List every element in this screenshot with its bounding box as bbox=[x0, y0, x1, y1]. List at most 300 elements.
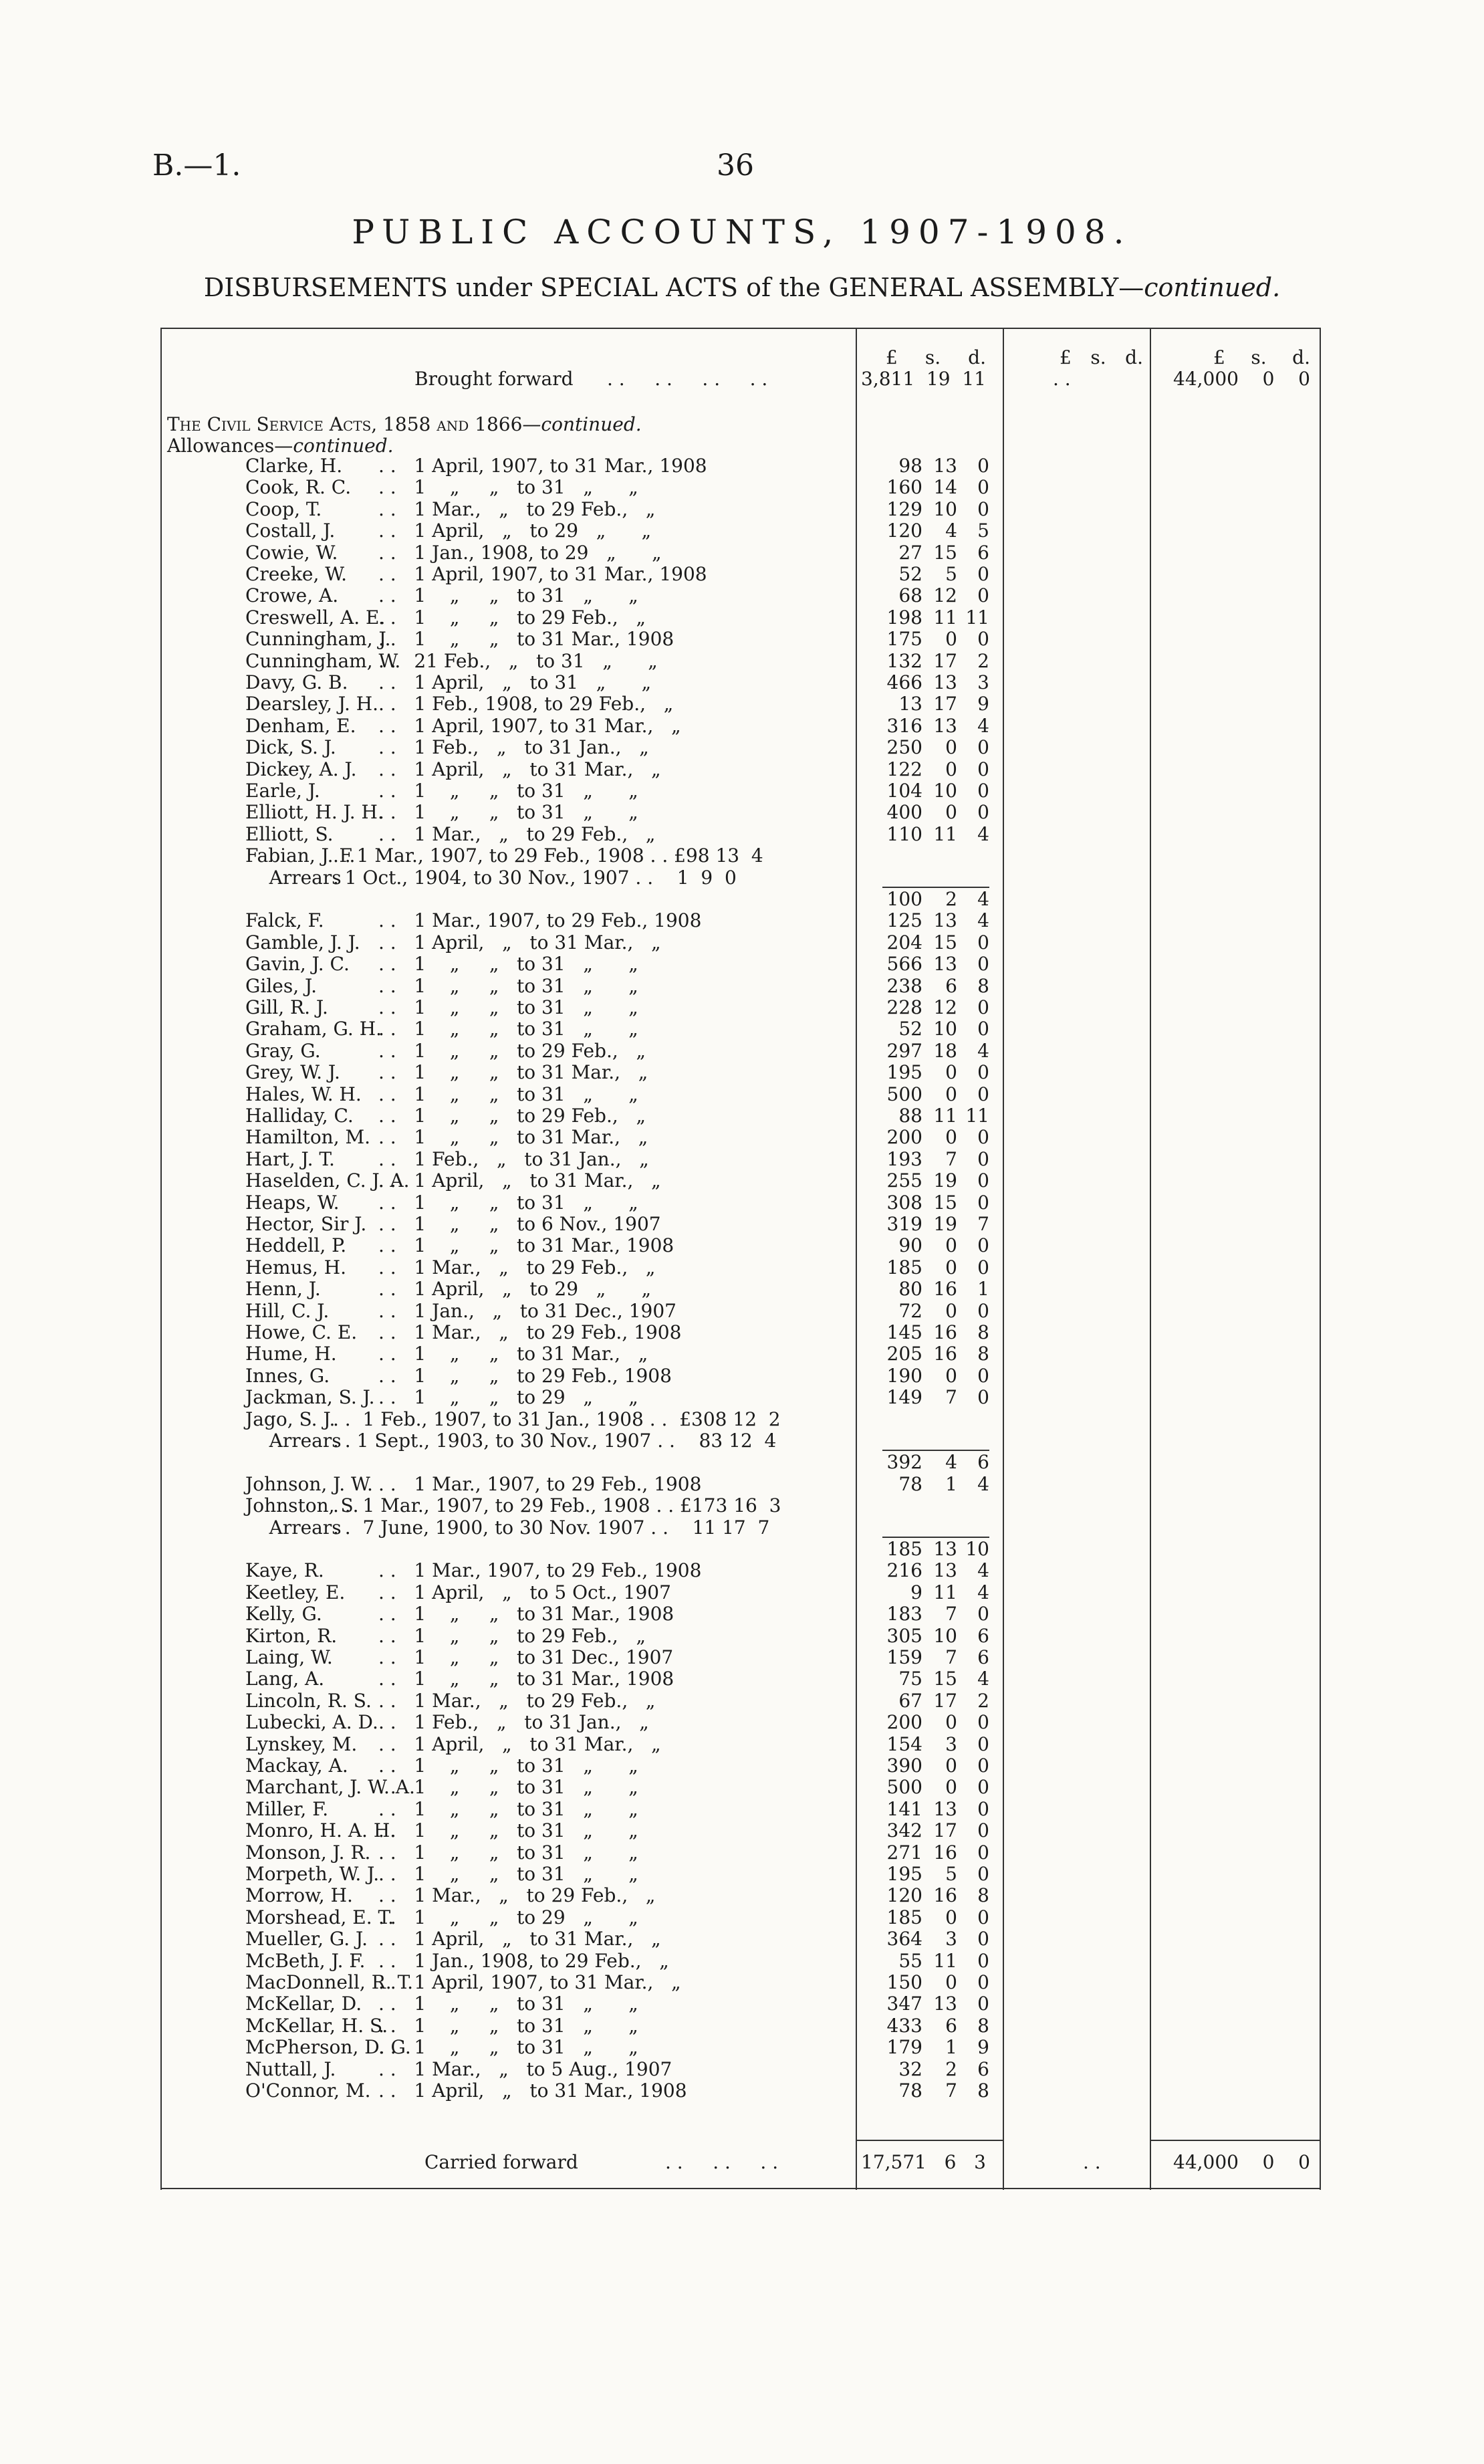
bf-shillings: 19 bbox=[926, 368, 951, 390]
brought-forward-col2: . . bbox=[1053, 368, 1071, 390]
carried-forward-row bbox=[160, 2151, 1321, 2173]
table-row bbox=[160, 1841, 1321, 1864]
payee-name: Lynskey, M. bbox=[245, 1733, 358, 1755]
table-row bbox=[160, 2036, 1321, 2058]
amount-pounds: 185 bbox=[886, 1538, 922, 1560]
payee-name: Johnson, J. W. bbox=[245, 1473, 373, 1495]
amount-pounds: 193 bbox=[886, 1148, 922, 1170]
amount-shillings: 13 bbox=[933, 1993, 957, 2015]
amount bbox=[856, 1061, 989, 1083]
subsection-label: Allowances— bbox=[167, 435, 293, 457]
amount-shillings: 13 bbox=[933, 1559, 957, 1581]
table-row bbox=[160, 845, 1321, 867]
period: . . 1 April, 1907, to 31 Mar., 1908 bbox=[378, 563, 707, 585]
brought-forward-label: Brought forward bbox=[414, 368, 574, 390]
table-row bbox=[160, 1365, 1321, 1387]
table-row bbox=[160, 1819, 1321, 1841]
amount-pounds: 195 bbox=[886, 1061, 922, 1083]
period: . . 1 „ „ to 31 „ „ bbox=[378, 996, 638, 1018]
table-row bbox=[160, 1517, 1321, 1539]
payee-name: Davy, G. B. bbox=[245, 671, 348, 693]
amount bbox=[856, 1083, 989, 1105]
table-row bbox=[160, 780, 1321, 802]
amount bbox=[856, 628, 989, 650]
cf-pence: 3 bbox=[974, 2151, 986, 2173]
brought-forward-col3 bbox=[1173, 368, 1310, 390]
cf-pounds: 17,571 bbox=[861, 2151, 926, 2173]
payee-name: Hamilton, M. bbox=[245, 1126, 371, 1148]
amount-pounds: 185 bbox=[886, 1906, 922, 1928]
period: . . 1 Mar., „ to 29 Feb., „ bbox=[378, 1256, 656, 1278]
amount-pence: 0 bbox=[977, 1234, 989, 1256]
amount bbox=[856, 584, 989, 606]
amount-pounds: 183 bbox=[886, 1603, 922, 1625]
payee-name: Mueller, G. J. bbox=[245, 1928, 368, 1950]
period: . . 1 „ „ to 31 „ „ bbox=[378, 1018, 638, 1040]
amount-pence: 0 bbox=[977, 1711, 989, 1733]
amount bbox=[856, 671, 989, 693]
table-row bbox=[160, 1234, 1321, 1256]
amount bbox=[856, 1603, 989, 1625]
payee-name: Creswell, A. E. bbox=[245, 606, 386, 629]
bf3-shillings: 0 bbox=[1262, 368, 1275, 390]
accounts-table bbox=[160, 328, 1321, 2190]
amount-shillings: 0 bbox=[945, 1256, 957, 1278]
period: . . 1 „ „ to 31 „ „ bbox=[378, 1841, 638, 1864]
amount-shillings: 7 bbox=[945, 1603, 957, 1625]
amount bbox=[856, 520, 989, 542]
amount bbox=[856, 1148, 989, 1170]
table-row bbox=[160, 801, 1321, 823]
table-row bbox=[160, 736, 1321, 758]
amount-pence: 6 bbox=[977, 1625, 989, 1647]
table-row bbox=[160, 1213, 1321, 1235]
amount-pounds: 297 bbox=[886, 1040, 922, 1062]
page-number: 36 bbox=[717, 148, 754, 183]
amount-pounds: 52 bbox=[898, 1018, 922, 1040]
payee-name: Laing, W. bbox=[245, 1646, 333, 1668]
amount-shillings: 13 bbox=[933, 909, 957, 931]
table-row bbox=[160, 1321, 1321, 1343]
amount-shillings: 0 bbox=[945, 1971, 957, 1993]
table-row bbox=[160, 2015, 1321, 2037]
amount-pence: 0 bbox=[977, 780, 989, 802]
period: . . 1 „ „ to 31 „ „ bbox=[378, 801, 638, 823]
amount-pence: 0 bbox=[977, 584, 989, 606]
page-reference: B.—1. bbox=[152, 148, 241, 183]
carried-forward-col3 bbox=[1173, 2151, 1310, 2173]
amount-pence: 4 bbox=[977, 888, 989, 910]
table-row bbox=[160, 1343, 1321, 1365]
amount-pence: 0 bbox=[977, 1061, 989, 1083]
section-continued: —continued. bbox=[522, 413, 642, 435]
amount bbox=[856, 1971, 989, 1993]
amount-shillings: 0 bbox=[945, 1083, 957, 1105]
amount-pounds: 98 bbox=[898, 455, 922, 477]
table-row bbox=[160, 1690, 1321, 1712]
amount-pence: 4 bbox=[977, 909, 989, 931]
amount-shillings: 3 bbox=[945, 1928, 957, 1950]
amount-pence: 0 bbox=[977, 1192, 989, 1214]
cf-shillings: 6 bbox=[944, 2151, 957, 2173]
amount-shillings: 5 bbox=[945, 563, 957, 585]
period: . . 1 Jan., „ to 31 Dec., 1907 bbox=[378, 1300, 676, 1322]
period: . . 1 „ „ to 31 Mar., 1908 bbox=[378, 1603, 674, 1625]
amount bbox=[856, 909, 989, 931]
amount-pounds: 88 bbox=[898, 1105, 922, 1127]
payee-name: Haselden, C. J. A. bbox=[245, 1169, 410, 1192]
amount-pounds: 32 bbox=[898, 2058, 922, 2080]
amount-shillings: 15 bbox=[933, 542, 957, 564]
amount-shillings: 16 bbox=[933, 1343, 957, 1365]
amount-pence: 0 bbox=[977, 1169, 989, 1192]
amount-pence: 4 bbox=[977, 823, 989, 845]
table-row bbox=[160, 758, 1321, 780]
amount bbox=[856, 650, 989, 672]
payee-name: Heaps, W. bbox=[245, 1192, 340, 1214]
subtitle-continued: continued. bbox=[1144, 273, 1281, 302]
amount bbox=[856, 693, 989, 715]
amount bbox=[856, 996, 989, 1018]
table-row bbox=[160, 1256, 1321, 1278]
amount-pence: 0 bbox=[977, 628, 989, 650]
amount-shillings: 15 bbox=[933, 1668, 957, 1690]
payee-name: Henn, J. bbox=[245, 1278, 321, 1300]
table-row bbox=[160, 476, 1321, 498]
amount-pounds: 141 bbox=[886, 1798, 922, 1820]
amount-shillings: 3 bbox=[945, 1733, 957, 1755]
amount-pence: 0 bbox=[977, 1603, 989, 1625]
payee-name: Arrears bbox=[245, 867, 342, 889]
amount-shillings: 1 bbox=[945, 2036, 957, 2058]
payee-name: Johnston, S. bbox=[245, 1494, 359, 1517]
period: . . 1 Mar., 1907, to 29 Feb., 1908 bbox=[378, 909, 702, 931]
amount bbox=[856, 2080, 989, 2102]
table-row bbox=[160, 1581, 1321, 1603]
amount-pence: 6 bbox=[977, 542, 989, 564]
amount-pounds: 159 bbox=[886, 1646, 922, 1668]
table-row bbox=[160, 1559, 1321, 1581]
amount-shillings: 13 bbox=[933, 953, 957, 975]
amount-pounds: 216 bbox=[886, 1559, 922, 1581]
amount-pounds: 319 bbox=[886, 1213, 922, 1235]
amount bbox=[856, 1928, 989, 1950]
amount-pounds: 55 bbox=[898, 1950, 922, 1972]
amount bbox=[856, 1321, 989, 1343]
amount-pence: 9 bbox=[977, 693, 989, 715]
amount-pounds: 347 bbox=[886, 1993, 922, 2015]
amount-pence: 8 bbox=[977, 2015, 989, 2037]
amount-shillings: 0 bbox=[945, 1061, 957, 1083]
amount bbox=[856, 823, 989, 845]
carried-forward-col2: . . bbox=[1083, 2151, 1101, 2173]
amount-pence: 6 bbox=[977, 1451, 989, 1473]
period: . . 1 Mar., 1907, to 29 Feb., 1908 bbox=[378, 1559, 702, 1581]
period: . . 1 Mar., 1907, to 29 Feb., 1908 . . £98 13 4 bbox=[333, 845, 763, 867]
amount-shillings: 7 bbox=[945, 1386, 957, 1408]
amount-shillings: 17 bbox=[933, 1690, 957, 1712]
period: . . 1 Mar., 1907, to 29 Feb., 1908 bbox=[378, 1473, 702, 1495]
amount-pounds: 13 bbox=[898, 693, 922, 715]
amount-shillings: 4 bbox=[945, 1451, 957, 1473]
amount-pence: 9 bbox=[977, 2036, 989, 2058]
amount-pounds: 78 bbox=[898, 1473, 922, 1495]
amount bbox=[856, 1256, 989, 1278]
amount-shillings: 0 bbox=[945, 1126, 957, 1148]
table-row bbox=[160, 498, 1321, 520]
period: . . 1 Mar., 1907, to 29 Feb., 1908 . . £173 16 3 bbox=[333, 1494, 781, 1517]
period: . . 1 „ „ to 31 „ „ bbox=[378, 2036, 638, 2058]
table-row bbox=[160, 823, 1321, 845]
period: . . 1 Mar., „ to 29 Feb., 1908 bbox=[378, 1321, 682, 1343]
amount-pounds: 145 bbox=[886, 1321, 922, 1343]
amount-shillings: 0 bbox=[945, 1365, 957, 1387]
subtitle-main: DISBURSEMENTS under SPECIAL ACTS of the GENERAL ASSEMBLY— bbox=[203, 273, 1144, 302]
table-row bbox=[160, 693, 1321, 715]
period: . . 1 Jan., 1908, to 29 Feb., „ bbox=[378, 1950, 669, 1972]
amount-shillings: 15 bbox=[933, 931, 957, 954]
amount bbox=[856, 1538, 989, 1560]
amount-shillings: 0 bbox=[945, 628, 957, 650]
amount-pounds: 175 bbox=[886, 628, 922, 650]
period: . . 1 Mar., „ to 29 Feb., „ bbox=[378, 1884, 656, 1906]
payee-name: Morrow, H. bbox=[245, 1884, 353, 1906]
table-row bbox=[160, 1668, 1321, 1690]
payee-name: Hales, W. H. bbox=[245, 1083, 362, 1105]
payee-name: McBeth, J. F. bbox=[245, 1950, 366, 1972]
table-row bbox=[160, 1928, 1321, 1950]
payee-name: Hill, C. J. bbox=[245, 1300, 330, 1322]
amount-pence: 4 bbox=[977, 715, 989, 737]
table-row bbox=[160, 1386, 1321, 1408]
payee-name: Mackay, A. bbox=[245, 1755, 348, 1777]
amount-pence: 0 bbox=[977, 1971, 989, 1993]
amount-pounds: 305 bbox=[886, 1625, 922, 1647]
payee-name: Lubecki, A. D. bbox=[245, 1711, 378, 1733]
table-row bbox=[160, 628, 1321, 650]
amount-pounds: 150 bbox=[886, 1971, 922, 1993]
amount-pence: 5 bbox=[977, 520, 989, 542]
table-row bbox=[160, 563, 1321, 585]
amount-shillings: 15 bbox=[933, 1192, 957, 1214]
payee-name: Denham, E. bbox=[245, 715, 356, 737]
period: . . 7 June, 1900, to 30 Nov. 1907 . . 11 17 7 bbox=[333, 1517, 770, 1539]
period: . . 1 Mar., „ to 29 Feb., „ bbox=[378, 1690, 656, 1712]
period: . . 1 Feb., „ to 31 Jan., „ bbox=[378, 1148, 649, 1170]
payee-name: Gray, G. bbox=[245, 1040, 321, 1062]
amount-pounds: 149 bbox=[886, 1386, 922, 1408]
amount-shillings: 4 bbox=[945, 520, 957, 542]
table-row bbox=[160, 1473, 1321, 1495]
bf3-pounds: 44,000 bbox=[1173, 368, 1239, 390]
amount bbox=[856, 2036, 989, 2058]
amount-pounds: 566 bbox=[886, 953, 922, 975]
payee-name: Keetley, E. bbox=[245, 1581, 346, 1603]
period: . . 1 Sept., 1903, to 30 Nov., 1907 . . 83 12 4 bbox=[333, 1430, 777, 1452]
period: . . 1 April, „ to 31 Mar., „ bbox=[378, 758, 661, 780]
table-row bbox=[160, 1300, 1321, 1322]
amount-pounds: 390 bbox=[886, 1755, 922, 1777]
amount bbox=[856, 780, 989, 802]
period: . . 1 April, 1907, to 31 Mar., „ bbox=[378, 1971, 681, 1993]
table-row bbox=[160, 867, 1321, 889]
period: . . 1 „ „ to 31 „ „ bbox=[378, 1776, 638, 1798]
cf3-pence: 0 bbox=[1298, 2151, 1310, 2173]
amount-shillings: 5 bbox=[945, 1863, 957, 1885]
period: . . 1 „ „ to 31 „ „ bbox=[378, 1192, 638, 1214]
cf-col1-rule bbox=[856, 2140, 1003, 2141]
amount-pence: 0 bbox=[977, 1018, 989, 1040]
amount-pounds: 132 bbox=[886, 650, 922, 672]
amount bbox=[856, 542, 989, 564]
period: . . 1 „ „ to 31 „ „ bbox=[378, 1083, 638, 1105]
amount-shillings: 0 bbox=[945, 1234, 957, 1256]
amount-shillings: 13 bbox=[933, 455, 957, 477]
period: . . 1 „ „ to 31 „ „ bbox=[378, 476, 638, 498]
period: . . 1 „ „ to 31 „ „ bbox=[378, 780, 638, 802]
amount-shillings: 12 bbox=[933, 584, 957, 606]
amount-pence: 8 bbox=[977, 975, 989, 997]
table-row bbox=[160, 1192, 1321, 1214]
table-row bbox=[160, 2058, 1321, 2080]
amount-pence: 0 bbox=[977, 1906, 989, 1928]
amount bbox=[856, 888, 989, 910]
period: . . 1 „ „ to 31 Mar., „ bbox=[378, 1343, 648, 1365]
table-row bbox=[160, 455, 1321, 477]
amount-pounds: 466 bbox=[886, 671, 922, 693]
amount bbox=[856, 1192, 989, 1214]
amount-pence: 0 bbox=[977, 498, 989, 520]
amount-shillings: 14 bbox=[933, 476, 957, 498]
amount bbox=[856, 1625, 989, 1647]
amount bbox=[856, 715, 989, 737]
period: . . 1 „ „ to 29 Feb., „ bbox=[378, 1625, 646, 1647]
amount-pence: 0 bbox=[977, 1365, 989, 1387]
period: . . 1 „ „ to 31 Mar., 1908 bbox=[378, 1234, 674, 1256]
amount-pence: 0 bbox=[977, 736, 989, 758]
amount-shillings: 7 bbox=[945, 1148, 957, 1170]
amount-shillings: 12 bbox=[933, 996, 957, 1018]
period: . . 1 April, 1907, to 31 Mar., „ bbox=[378, 715, 681, 737]
payee-name: McKellar, D. bbox=[245, 1993, 362, 2015]
payee-name: Earle, J. bbox=[245, 780, 320, 802]
table-top-rule bbox=[160, 328, 1321, 329]
amount-pounds: 68 bbox=[898, 584, 922, 606]
amount bbox=[856, 2058, 989, 2080]
amount-pounds: 255 bbox=[886, 1169, 922, 1192]
amount bbox=[856, 1234, 989, 1256]
amount-pence: 11 bbox=[965, 1105, 989, 1127]
table-row bbox=[160, 542, 1321, 564]
amount-pence: 0 bbox=[977, 476, 989, 498]
amount-pence: 0 bbox=[977, 1733, 989, 1755]
payee-name: Jackman, S. J. bbox=[245, 1386, 375, 1408]
payee-name: Innes, G. bbox=[245, 1365, 330, 1387]
amount bbox=[856, 1863, 989, 1885]
period: . . 1 Mar., „ to 29 Feb., „ bbox=[378, 498, 656, 520]
payee-name: Morpeth, W. J. bbox=[245, 1863, 380, 1885]
col2-shillings: s. bbox=[1090, 346, 1106, 368]
col3-header bbox=[1213, 346, 1310, 368]
table-row bbox=[160, 1451, 1321, 1473]
amount bbox=[856, 2015, 989, 2037]
table-row bbox=[160, 650, 1321, 672]
period: . . 1 „ „ to 31 „ „ bbox=[378, 1755, 638, 1777]
table-row bbox=[160, 888, 1321, 910]
table-row bbox=[160, 606, 1321, 629]
amount-shillings: 16 bbox=[933, 1884, 957, 1906]
cf3-shillings: 0 bbox=[1262, 2151, 1275, 2173]
table-row bbox=[160, 953, 1321, 975]
amount bbox=[856, 1690, 989, 1712]
period: . . 1 Mar., „ to 5 Aug., 1907 bbox=[378, 2058, 672, 2080]
amount-shillings: 17 bbox=[933, 650, 957, 672]
col1-header bbox=[886, 346, 986, 368]
amount-shillings: 0 bbox=[945, 1776, 957, 1798]
amount bbox=[856, 1798, 989, 1820]
payee-name: Crowe, A. bbox=[245, 584, 339, 606]
amount-pence: 0 bbox=[977, 1950, 989, 1972]
payee-name: Dickey, A. J. bbox=[245, 758, 357, 780]
table-row bbox=[160, 975, 1321, 997]
amount-shillings: 10 bbox=[933, 1018, 957, 1040]
amount-pence: 4 bbox=[977, 1040, 989, 1062]
amount-pence: 0 bbox=[977, 1841, 989, 1864]
period: . . 1 „ „ to 29 Feb., „ bbox=[378, 1105, 646, 1127]
carried-forward-label: Carried forward bbox=[424, 2151, 578, 2173]
payee-name: Arrears bbox=[245, 1430, 342, 1452]
amount-shillings: 19 bbox=[933, 1169, 957, 1192]
amount-pence: 0 bbox=[977, 931, 989, 954]
amount-pounds: 160 bbox=[886, 476, 922, 498]
amount-pence: 3 bbox=[977, 671, 989, 693]
amount-pence: 0 bbox=[977, 996, 989, 1018]
table-row bbox=[160, 715, 1321, 737]
payee-name: Jago, S. J. bbox=[245, 1408, 336, 1430]
amount-pence: 4 bbox=[977, 1668, 989, 1690]
bf-pounds: 3,811 bbox=[861, 368, 915, 390]
amount-shillings: 13 bbox=[933, 1538, 957, 1560]
amount-shillings: 13 bbox=[933, 1798, 957, 1820]
table-row bbox=[160, 1278, 1321, 1300]
amount-pence: 0 bbox=[977, 801, 989, 823]
table-row bbox=[160, 1863, 1321, 1885]
payee-name: Falck, F. bbox=[245, 909, 324, 931]
amount-pence: 4 bbox=[977, 1581, 989, 1603]
amount-pounds: 120 bbox=[886, 1884, 922, 1906]
amount bbox=[856, 931, 989, 954]
table-row bbox=[160, 1040, 1321, 1062]
col1-pounds: £ bbox=[886, 346, 898, 368]
period: . . 1 April, „ to 31 Mar., „ bbox=[378, 931, 661, 954]
amount bbox=[856, 1365, 989, 1387]
payee-name: McPherson, D. G. bbox=[245, 2036, 411, 2058]
amount-pounds: 90 bbox=[898, 1234, 922, 1256]
payee-name: Kelly, G. bbox=[245, 1603, 322, 1625]
amount-pence: 0 bbox=[977, 1863, 989, 1885]
payee-name: Dick, S. J. bbox=[245, 736, 336, 758]
period: . . 1 „ „ to 31 Mar., „ bbox=[378, 1126, 648, 1148]
payee-name: Nuttall, J. bbox=[245, 2058, 336, 2080]
amount-shillings: 6 bbox=[945, 975, 957, 997]
amount bbox=[856, 1169, 989, 1192]
payee-name: Kaye, R. bbox=[245, 1559, 324, 1581]
amount-shillings: 17 bbox=[933, 1819, 957, 1841]
table-row bbox=[160, 1061, 1321, 1083]
amount-pounds: 200 bbox=[886, 1126, 922, 1148]
payee-name: Morshead, E. T. bbox=[245, 1906, 394, 1928]
col3-shillings: s. bbox=[1251, 346, 1267, 368]
